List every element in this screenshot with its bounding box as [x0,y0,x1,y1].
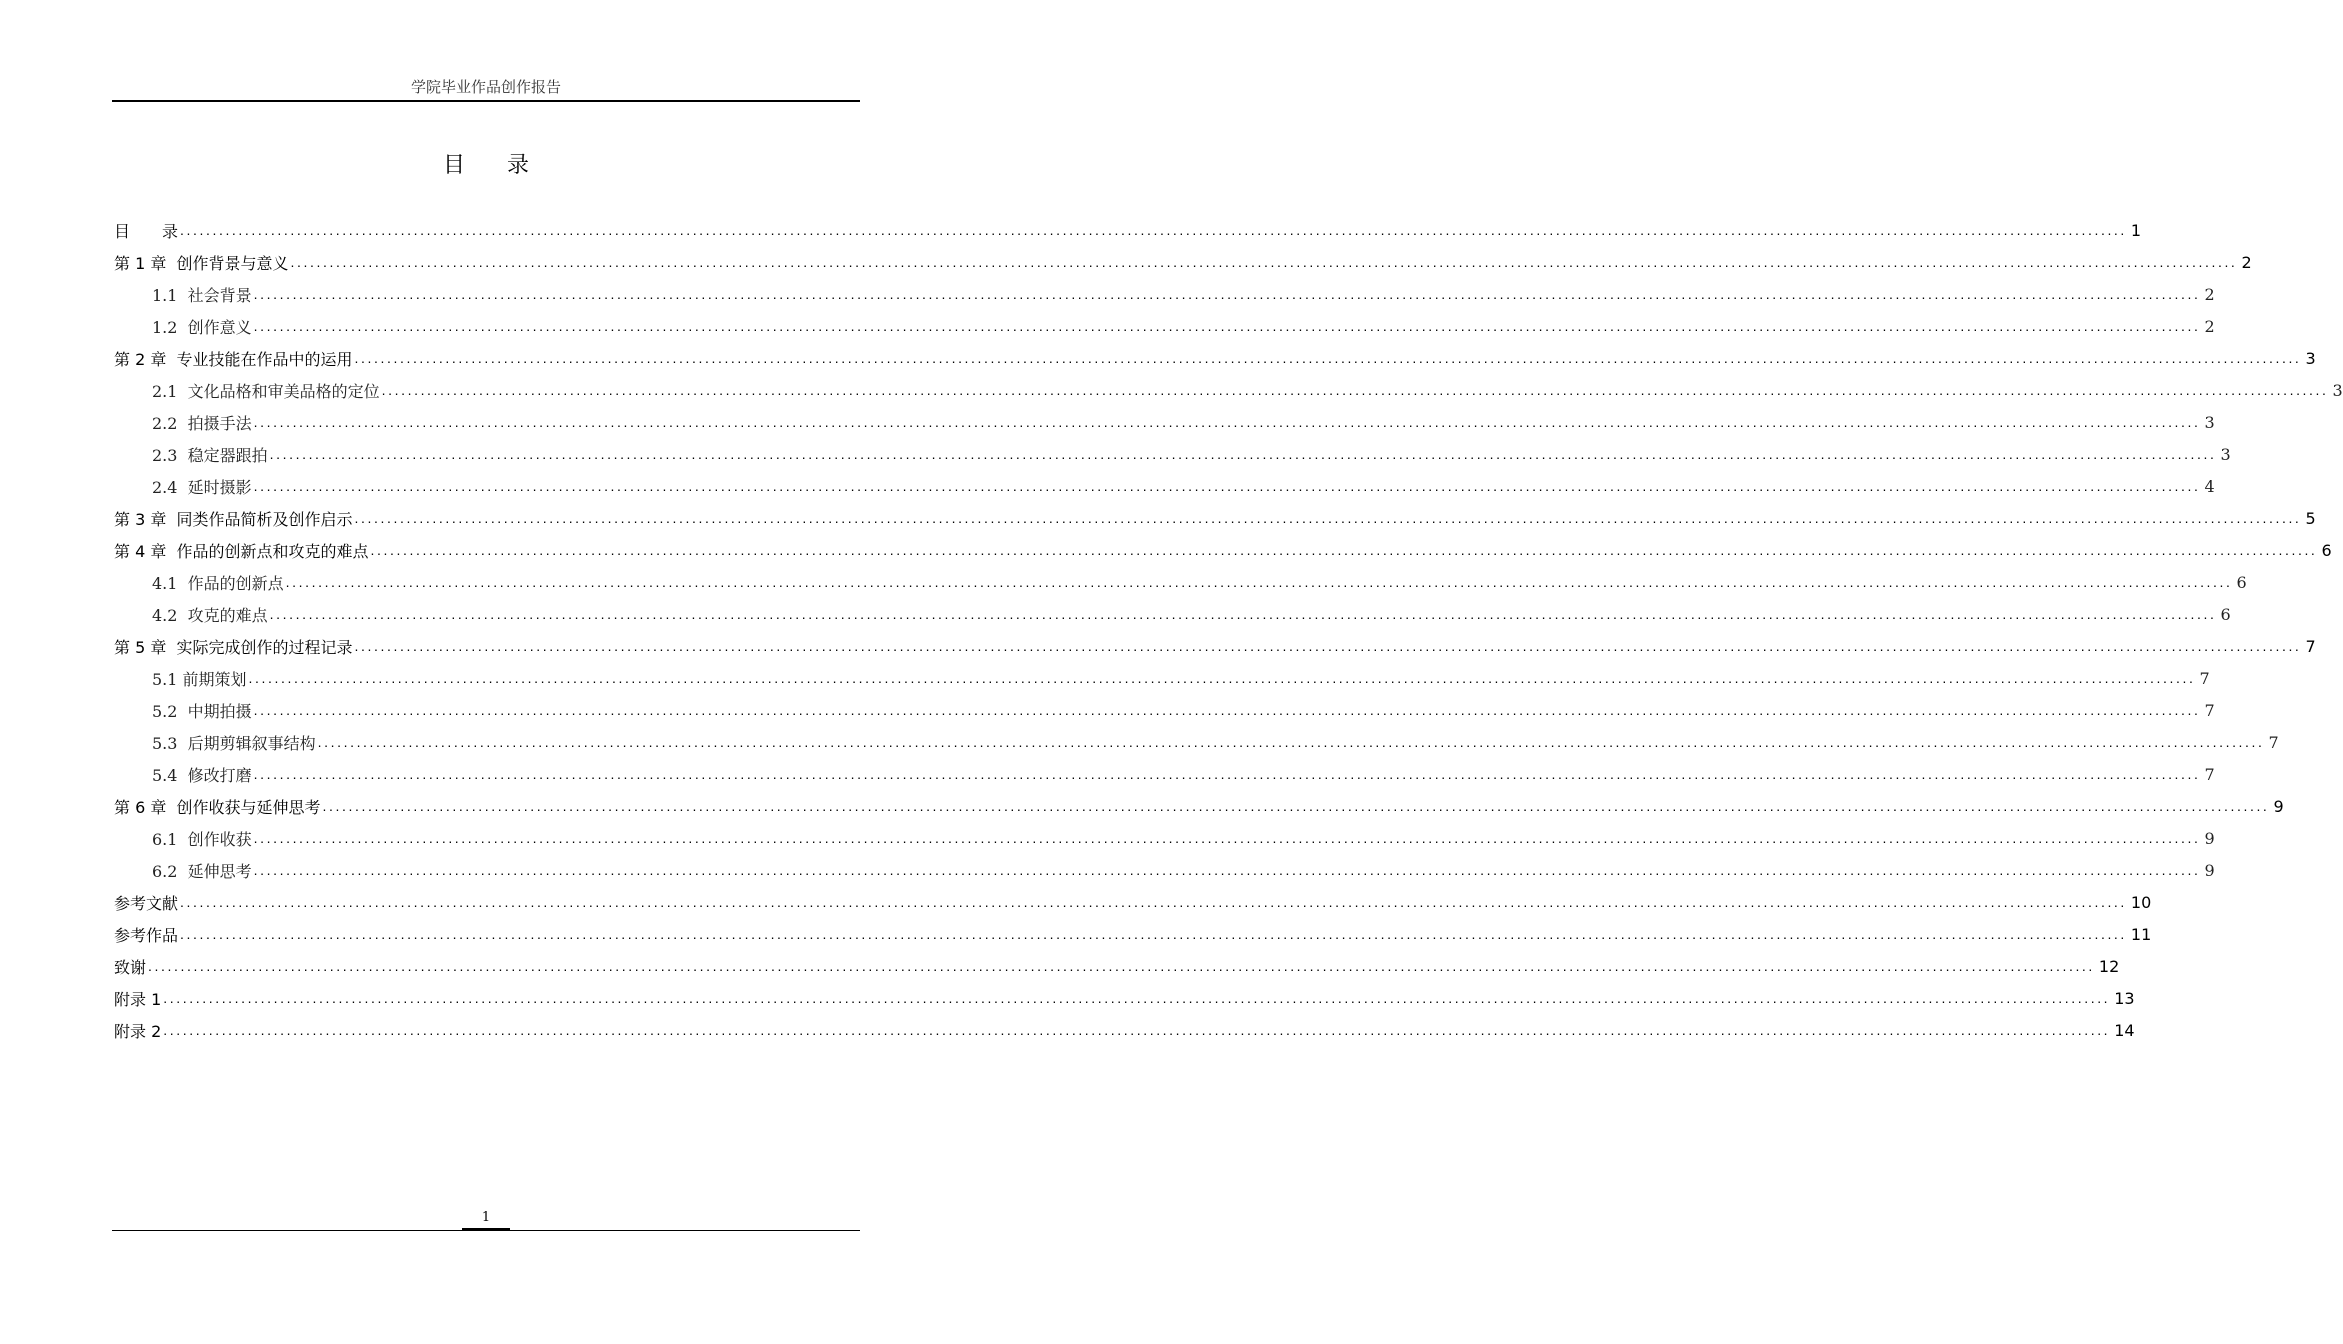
toc-entry[interactable] [114,918,2152,950]
toc-entry-label: 第 2 章 专业技能在作品中的运用 [114,347,355,370]
toc-leader-dots: ............................................................................................................................................................................................................................................................................................................ [163,990,2111,1006]
toc-entry-label: 目 录 [114,219,180,242]
toc-leader-dots: ............................................................................................................................................................................................................................................................................................................ [248,670,2196,686]
toc-entry-label: 4.2 攻克的难点 [152,603,270,626]
toc-entry[interactable] [114,982,2135,1014]
toc-entry-page: 3 [2201,413,2215,432]
toc-entry-label: 2.4 延时摄影 [152,475,254,498]
toc-entry-label: 5.2 中期拍摄 [152,699,254,722]
toc-entry-page: 7 [2201,765,2215,784]
toc-entry-label: 第 3 章 同类作品简析及创作启示 [114,507,355,530]
page-number: 1 [481,1210,491,1225]
toc-leader-dots: ............................................................................................................................................................................................................................................................................................................ [253,286,2201,302]
toc-entry[interactable] [114,502,2316,534]
toc-leader-dots: ............................................................................................................................................................................................................................................................................................................ [253,766,2201,782]
toc-entry-page: 3 [2301,349,2315,368]
toc-entry-label: 致谢 [114,955,148,978]
running-header: 学院毕业作品创作报告 [410,78,561,96]
toc-leader-dots: ............................................................................................................................................................................................................................................................................................................ [253,702,2201,718]
toc-entry-page: 9 [2269,797,2283,816]
toc-entry-label: 第 5 章 实际完成创作的过程记录 [114,635,355,658]
toc-entry-page: 3 [2217,445,2231,464]
toc-entry-page: 5 [2301,509,2315,528]
toc-entry-page: 7 [2201,701,2215,720]
toc-leader-dots: ............................................................................................................................................................................................................................................................................................................ [180,222,2127,238]
toc-entry-label: 第 6 章 创作收获与延伸思考 [114,795,323,818]
footer-rule [112,1230,860,1231]
toc-entry[interactable] [114,566,2247,598]
toc-leader-dots: ............................................................................................................................................................................................................................................................................................................ [253,414,2201,430]
toc-entry[interactable] [114,790,2284,822]
toc-entry-label: 6.1 创作收获 [152,827,254,850]
toc-entry-page: 6 [2217,605,2231,624]
toc-entry[interactable] [114,598,2231,630]
toc-entry-page: 14 [2110,1021,2134,1040]
toc-leader-dots: ............................................................................................................................................................................................................................................................................................................ [253,318,2201,334]
toc-entry[interactable] [114,438,2231,470]
toc-entry-page: 2 [2201,285,2215,304]
toc-entry[interactable] [114,822,2215,854]
toc-entry-page: 6 [2233,573,2247,592]
toc-entry-label: 参考文献 [114,891,180,914]
toc-entry-label: 附录 2 [114,1019,163,1042]
toc-leader-dots: ............................................................................................................................................................................................................................................................................................................ [381,382,2329,398]
toc-leader-dots: ............................................................................................................................................................................................................................................................................................................ [253,862,2201,878]
toc-entry[interactable] [114,854,2215,886]
toc-entry-page: 1 [2127,221,2141,240]
toc-entry-page: 10 [2127,893,2151,912]
toc-leader-dots: ............................................................................................................................................................................................................................................................................................................ [285,574,2233,590]
toc-entry[interactable] [114,246,2252,278]
toc-entry[interactable] [114,278,2215,310]
toc-entry-label: 第 1 章 创作背景与意义 [114,251,291,274]
toc-leader-dots: ............................................................................................................................................................................................................................................................................................................ [290,254,2238,270]
toc-leader-dots: ............................................................................................................................................................................................................................................................................................................ [269,446,2217,462]
toc-entry-page: 2 [2201,317,2215,336]
toc-entry-page: 11 [2127,925,2151,944]
footer-rule-accent [462,1228,510,1230]
toc-leader-dots: ............................................................................................................................................................................................................................................................................................................ [317,734,2265,750]
toc-entry-label: 5.3 后期剪辑叙事结构 [152,731,318,754]
toc-entry-label: 2.2 拍摄手法 [152,411,254,434]
toc-leader-dots: ............................................................................................................................................................................................................................................................................................................ [269,606,2217,622]
toc-entry[interactable] [114,1014,2135,1046]
toc-entry-page: 9 [2201,829,2215,848]
toc-entry-page: 7 [2265,733,2279,752]
toc-entry[interactable] [114,214,2142,246]
toc-entry[interactable] [114,886,2152,918]
toc-entry[interactable] [114,374,2343,406]
toc-entry-page: 7 [2195,669,2209,688]
table-of-contents [114,214,2343,1046]
toc-leader-dots: ............................................................................................................................................................................................................................................................................................................ [354,638,2302,654]
toc-entry-label: 5.1 前期策划 [152,667,249,690]
page-title: 目录 [442,153,571,178]
toc-leader-dots: ............................................................................................................................................................................................................................................................................................................ [322,798,2270,814]
toc-entry[interactable] [114,758,2215,790]
toc-leader-dots: ............................................................................................................................................................................................................................................................................................................ [148,958,2095,974]
toc-entry[interactable] [114,950,2120,982]
toc-entry-page: 12 [2095,957,2119,976]
toc-leader-dots: ............................................................................................................................................................................................................................................................................................................ [180,894,2127,910]
toc-entry[interactable] [114,694,2215,726]
toc-entry[interactable] [114,342,2316,374]
toc-entry-label: 第 4 章 作品的创新点和攻克的难点 [114,539,371,562]
toc-leader-dots: ............................................................................................................................................................................................................................................................................................................ [354,510,2302,526]
toc-entry-label: 1.2 创作意义 [152,315,254,338]
toc-entry-page: 9 [2201,861,2215,880]
toc-entry-page: 4 [2201,477,2215,496]
toc-entry-page: 7 [2301,637,2315,656]
toc-entry[interactable] [114,662,2210,694]
toc-leader-dots: ............................................................................................................................................................................................................................................................................................................ [370,542,2318,558]
toc-entry-page: 2 [2237,253,2251,272]
toc-entry-label: 1.1 社会背景 [152,283,254,306]
toc-leader-dots: ............................................................................................................................................................................................................................................................................................................ [180,926,2127,942]
toc-entry-page: 13 [2110,989,2134,1008]
toc-entry-label: 附录 1 [114,987,163,1010]
toc-leader-dots: ............................................................................................................................................................................................................................................................................................................ [253,478,2201,494]
toc-entry-label: 2.3 稳定器跟拍 [152,443,270,466]
toc-entry-page: 6 [2317,541,2331,560]
toc-entry[interactable] [114,406,2215,438]
toc-entry[interactable] [114,310,2215,342]
toc-entry[interactable] [114,534,2332,566]
toc-entry-label: 4.1 作品的创新点 [152,571,286,594]
toc-entry[interactable] [114,470,2215,502]
toc-entry-label: 2.1 文化品格和审美品格的定位 [152,379,382,402]
toc-entry-label: 6.2 延伸思考 [152,859,254,882]
toc-entry[interactable] [114,726,2279,758]
toc-entry[interactable] [114,630,2316,662]
toc-entry-label: 参考作品 [114,923,180,946]
toc-leader-dots: ............................................................................................................................................................................................................................................................................................................ [163,1022,2111,1038]
toc-leader-dots: ............................................................................................................................................................................................................................................................................................................ [253,830,2201,846]
header-rule [112,100,860,102]
toc-leader-dots: ............................................................................................................................................................................................................................................................................................................ [354,350,2302,366]
toc-entry-page: 3 [2329,381,2343,400]
toc-entry-label: 5.4 修改打磨 [152,763,254,786]
